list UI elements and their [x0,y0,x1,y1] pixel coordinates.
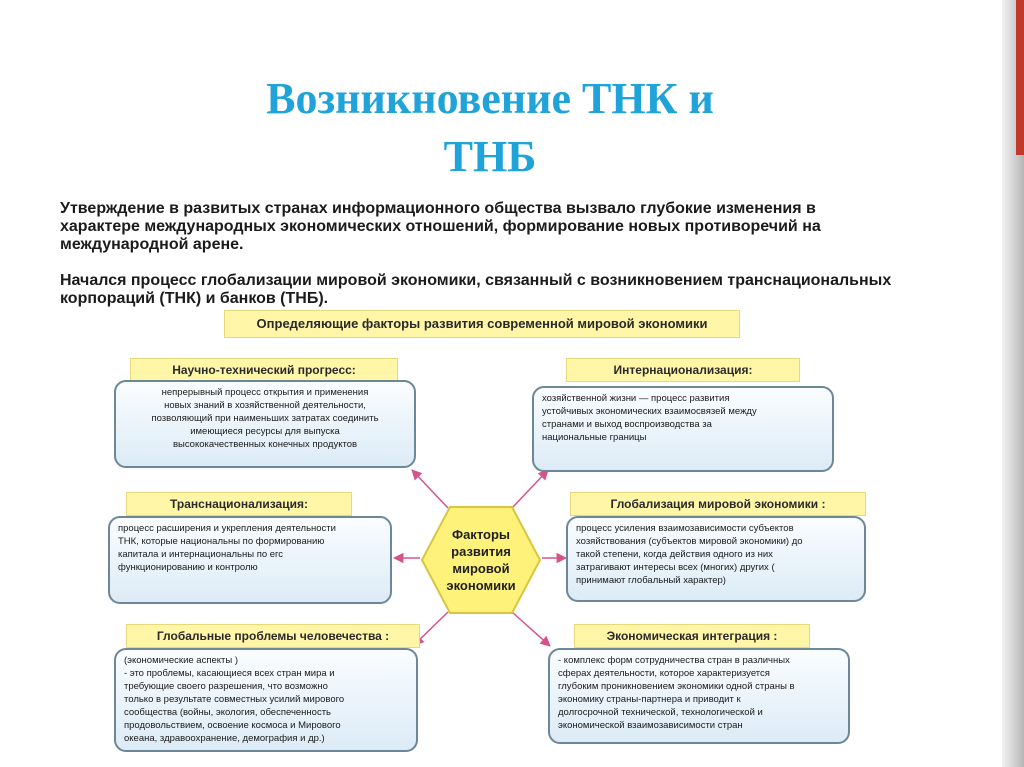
factor-label-transnationalization: Транснационализация: [126,492,352,516]
arrow-to-economic-integration [512,612,550,646]
factor-box-global-problems: (экономические аспекты ) - это проблемы, касающиеся всех стран мира и требующие своего разрешения, что возможно только в результате совместных усилий мирового сообщества (войны, экология, обеспеченность продовольствием, освоение космоса и Мирового океана, здравоохранение, демография и др.) [114,648,418,752]
factor-label-economic-integration: Экономическая интеграция : [574,624,810,648]
intro-paragraph-1: Утверждение в развитых странах информационного общества вызвало глубокие изменения в характере международных экономических отношений, формирование новых противоречий на международной арене. [60,200,821,253]
factor-label-internationalization: Интернационализация: [566,358,800,382]
slide-title [160,70,820,186]
intro-paragraph-2: Начался процесс глобализации мировой экономики, связанный с возникновением транснациональных корпораций (ТНК) и банков (ТНБ). [60,272,892,307]
factor-box-economic-integration: - комплекс форм сотрудничества стран в различных сферах деятельности, которое характеризуется глубоким проникновением экономики одной страны в экономику страны-партнера и приводит к долгосрочной технической, технологической и экономической взаимозависимости стран [548,648,850,744]
factors-diagram [120,310,870,755]
factor-box-internationalization: хозяйственной жизни — процесс развития устойчивых экономических взаимосвязей между странами и выход воспроизводства за национальные границы [532,386,834,472]
factor-box-globalization: процесс усиления взаимозависимости субъектов хозяйствования (субъектов мировой экономики) до такой степени, когда действия одного из них затрагивают интересы всех (многих) других ( принимают глобальный характер) [566,516,866,602]
arrow-to-internationalization [512,470,548,508]
factor-label-scientific-progress: Научно-технический прогресс: [130,358,398,382]
arrow-to-scientific-progress [412,470,448,508]
center-hexagon [420,505,542,615]
center-hexagon-text: Факторы развития мировой экономики [446,527,516,593]
slide-edge-accent [1016,0,1024,155]
slide-title-line-1: Возникновение ТНК и [266,74,714,123]
diagram-header: Определяющие факторы развития современной мировой экономики [224,310,740,338]
factor-box-scientific-progress: непрерывный процесс открытия и применения новых знаний в хозяйственной деятельности, позволяющий при наименьших затратах соединить имеющиеся ресурсы для выпуска высококачественных конечных продуктов [114,380,416,468]
factor-box-transnationalization: процесс расширения и укрепления деятельности ТНК, которые национальны по формированию капитала и интернациональны по егс функционированию и контролю [108,516,392,604]
slide-title-line-2: ТНБ [443,132,537,181]
factor-label-globalization: Глобализация мировой экономики : [570,492,866,516]
factor-label-global-problems: Глобальные проблемы человечества : [126,624,420,648]
